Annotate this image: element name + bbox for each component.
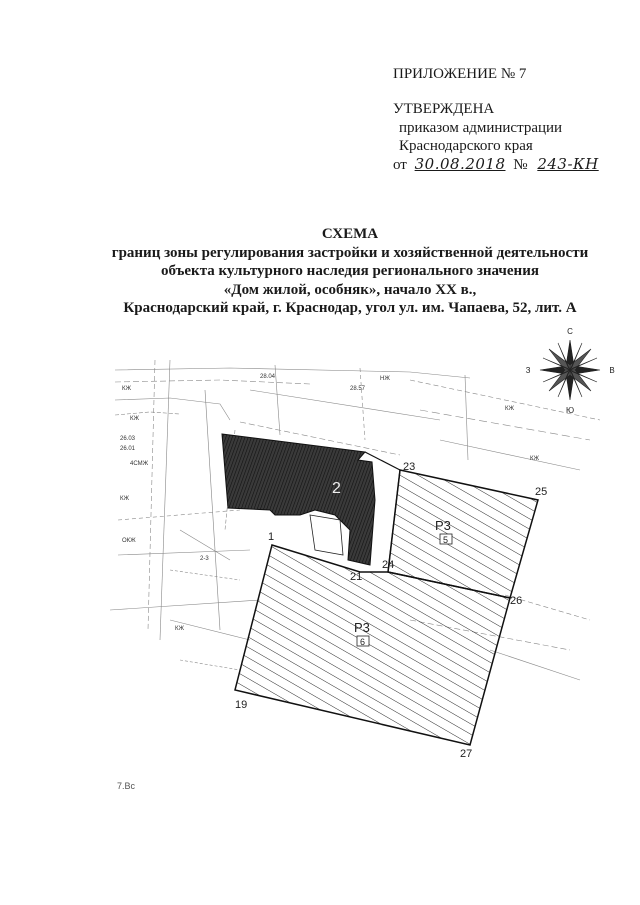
scheme-subtitle-2: объекта культурного наследия регионального значения <box>161 263 539 279</box>
svg-text:28.04: 28.04 <box>260 374 276 380</box>
appendix-label: ПРИЛОЖЕНИЕ № 7 <box>393 66 527 82</box>
date-prefix: от <box>393 157 407 173</box>
scheme-subtitle-1: границ зоны регулирования застройки и хозяйственной деятельности <box>111 245 589 261</box>
svg-text:КЖ: КЖ <box>530 456 540 462</box>
zone-lower-box: 6 <box>360 637 366 647</box>
point-24: 24 <box>382 559 395 571</box>
svg-text:НЖ: НЖ <box>380 376 390 382</box>
point-21: 21 <box>350 571 363 583</box>
order-date-handwritten: 30.08.2018 <box>414 155 506 173</box>
order-line-1: приказом администрации <box>399 120 563 136</box>
order-number-handwritten: 243-КН <box>537 155 599 173</box>
svg-text:КЖ: КЖ <box>120 496 130 502</box>
approved-label: УТВЕРЖДЕНА <box>393 101 495 117</box>
footer-mark: 7.Вс <box>117 781 136 791</box>
zone-upper-label: Р3 <box>435 518 451 533</box>
svg-text:26.03: 26.03 <box>120 436 136 442</box>
courtyard <box>310 515 343 555</box>
svg-text:2-3: 2-3 <box>200 556 209 562</box>
point-25: 25 <box>535 486 548 498</box>
number-prefix: № <box>513 157 528 173</box>
compass-west: З <box>525 366 531 375</box>
point-27: 27 <box>460 748 473 760</box>
svg-text:КЖ: КЖ <box>505 406 515 412</box>
svg-text:КЖ: КЖ <box>130 416 140 422</box>
zone-lower-label: Р3 <box>354 620 370 635</box>
point-26: 26 <box>510 595 523 607</box>
point-23: 23 <box>403 461 416 473</box>
scheme-subtitle-3: «Дом жилой, особняк», начало XX в., <box>223 282 477 298</box>
svg-text:26.01: 26.01 <box>120 446 136 452</box>
svg-text:ОКЖ: ОКЖ <box>122 538 136 544</box>
building-number: 2 <box>332 480 341 497</box>
order-line-2: Краснодарского края <box>399 138 533 154</box>
svg-text:28.57: 28.57 <box>350 386 366 392</box>
svg-text:КЖ: КЖ <box>175 626 185 632</box>
zone-upper-box: 5 <box>443 535 449 545</box>
compass-south: Ю <box>565 406 575 415</box>
scheme-subtitle-4: Краснодарский край, г. Краснодар, угол ул. им. Чапаева, 52, лит. А <box>123 300 577 316</box>
compass-east: В <box>609 366 615 375</box>
scheme-title: СХЕМА <box>321 226 379 242</box>
order-date-line <box>393 155 605 175</box>
svg-text:КЖ: КЖ <box>122 386 132 392</box>
point-1: 1 <box>268 531 275 543</box>
point-19: 19 <box>235 699 248 711</box>
zone-map <box>110 360 610 770</box>
heritage-building <box>222 434 375 565</box>
svg-text:4СМЖ: 4СМЖ <box>130 461 149 467</box>
compass-north: С <box>567 327 573 336</box>
